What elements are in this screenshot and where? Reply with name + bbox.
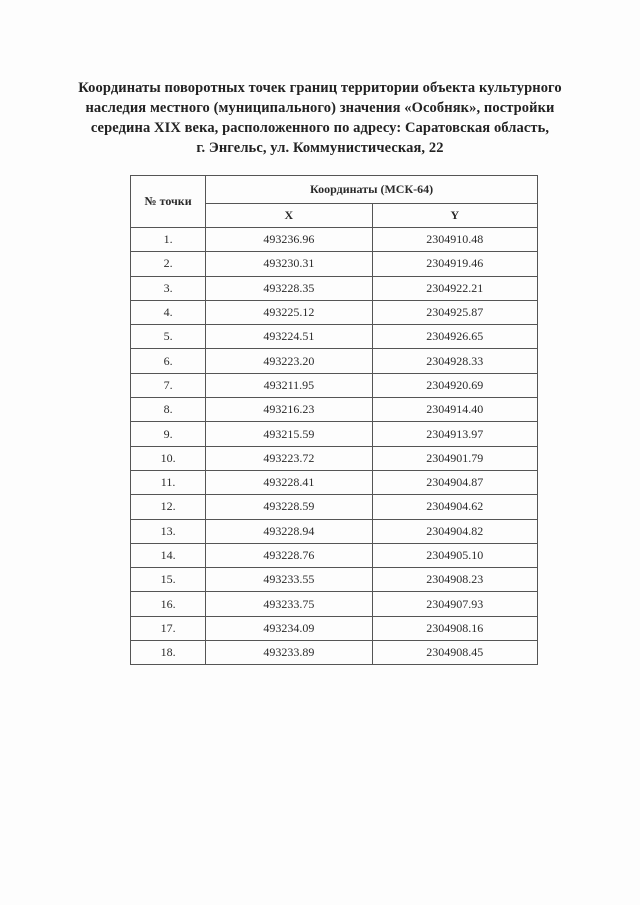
point-number-cell: 5. bbox=[131, 325, 206, 349]
y-header: Y bbox=[372, 204, 537, 228]
table-row bbox=[131, 398, 538, 422]
y-coordinate-cell: 2304905.10 bbox=[372, 543, 537, 567]
table-row bbox=[131, 568, 538, 592]
table-row bbox=[131, 228, 538, 252]
y-coordinate-cell: 2304913.97 bbox=[372, 422, 537, 446]
y-coordinate-cell: 2304910.48 bbox=[372, 228, 537, 252]
title-line: г. Энгельс, ул. Коммунистическая, 22 bbox=[196, 140, 444, 156]
table-row bbox=[131, 422, 538, 446]
x-coordinate-cell: 493225.12 bbox=[206, 300, 372, 324]
x-coordinate-cell: 493233.55 bbox=[206, 568, 372, 592]
table-row bbox=[131, 349, 538, 373]
y-coordinate-cell: 2304904.62 bbox=[372, 495, 537, 519]
point-number-cell: 18. bbox=[131, 641, 206, 665]
x-coordinate-cell: 493228.94 bbox=[206, 519, 372, 543]
table-row bbox=[131, 543, 538, 567]
table-row bbox=[131, 641, 538, 665]
x-coordinate-cell: 493223.20 bbox=[206, 349, 372, 373]
table-row bbox=[131, 276, 538, 300]
point-number-cell: 4. bbox=[131, 300, 206, 324]
table-row bbox=[131, 252, 538, 276]
table-row bbox=[131, 446, 538, 470]
y-coordinate-cell: 2304914.40 bbox=[372, 398, 537, 422]
point-number-cell: 3. bbox=[131, 276, 206, 300]
table-row bbox=[131, 300, 538, 324]
point-number-cell: 15. bbox=[131, 568, 206, 592]
y-coordinate-cell: 2304907.93 bbox=[372, 592, 537, 616]
x-coordinate-cell: 493224.51 bbox=[206, 325, 372, 349]
point-number-cell: 7. bbox=[131, 373, 206, 397]
point-number-cell: 6. bbox=[131, 349, 206, 373]
y-coordinate-cell: 2304928.33 bbox=[372, 349, 537, 373]
point-number-cell: 9. bbox=[131, 422, 206, 446]
title-line: наследия местного (муниципального) значения «Особняк», постройки bbox=[85, 100, 555, 116]
y-coordinate-cell: 2304908.45 bbox=[372, 641, 537, 665]
x-coordinate-cell: 493228.59 bbox=[206, 495, 372, 519]
point-number-cell: 11. bbox=[131, 470, 206, 494]
x-coordinate-cell: 493228.35 bbox=[206, 276, 372, 300]
x-coordinate-cell: 493211.95 bbox=[206, 373, 372, 397]
point-number-cell: 2. bbox=[131, 252, 206, 276]
point-number-cell: 17. bbox=[131, 616, 206, 640]
point-number-cell: 12. bbox=[131, 495, 206, 519]
point-number-cell: 10. bbox=[131, 446, 206, 470]
table-row bbox=[131, 325, 538, 349]
coordinates-table bbox=[130, 175, 538, 665]
y-coordinate-cell: 2304904.82 bbox=[372, 519, 537, 543]
point-number-cell: 8. bbox=[131, 398, 206, 422]
title-line: Координаты поворотных точек границ территории объекта культурного bbox=[78, 80, 562, 96]
table-row bbox=[131, 373, 538, 397]
title-line: середина XIX века, расположенного по адресу: Саратовская область, bbox=[90, 120, 550, 136]
x-coordinate-cell: 493236.96 bbox=[206, 228, 372, 252]
x-coordinate-cell: 493216.23 bbox=[206, 398, 372, 422]
y-coordinate-cell: 2304908.23 bbox=[372, 568, 537, 592]
x-coordinate-cell: 493215.59 bbox=[206, 422, 372, 446]
point-number-cell: 16. bbox=[131, 592, 206, 616]
table-row bbox=[131, 519, 538, 543]
x-header: X bbox=[206, 204, 372, 228]
table-body bbox=[131, 228, 538, 665]
point-number-cell: 14. bbox=[131, 543, 206, 567]
x-coordinate-cell: 493228.76 bbox=[206, 543, 372, 567]
table-row bbox=[131, 470, 538, 494]
y-coordinate-cell: 2304925.87 bbox=[372, 300, 537, 324]
y-coordinate-cell: 2304922.21 bbox=[372, 276, 537, 300]
coordinates-header: Координаты (МСК-64) bbox=[206, 176, 538, 204]
point-number-cell: 13. bbox=[131, 519, 206, 543]
y-coordinate-cell: 2304919.46 bbox=[372, 252, 537, 276]
y-coordinate-cell: 2304920.69 bbox=[372, 373, 537, 397]
x-coordinate-cell: 493230.31 bbox=[206, 252, 372, 276]
document-title bbox=[70, 78, 570, 158]
x-coordinate-cell: 493234.09 bbox=[206, 616, 372, 640]
point-number-cell: 1. bbox=[131, 228, 206, 252]
point-number-header: № точки bbox=[131, 176, 206, 228]
y-coordinate-cell: 2304904.87 bbox=[372, 470, 537, 494]
table-row bbox=[131, 592, 538, 616]
x-coordinate-cell: 493223.72 bbox=[206, 446, 372, 470]
x-coordinate-cell: 493233.75 bbox=[206, 592, 372, 616]
x-coordinate-cell: 493228.41 bbox=[206, 470, 372, 494]
y-coordinate-cell: 2304901.79 bbox=[372, 446, 537, 470]
table-row bbox=[131, 495, 538, 519]
x-coordinate-cell: 493233.89 bbox=[206, 641, 372, 665]
table-row bbox=[131, 616, 538, 640]
y-coordinate-cell: 2304926.65 bbox=[372, 325, 537, 349]
y-coordinate-cell: 2304908.16 bbox=[372, 616, 537, 640]
